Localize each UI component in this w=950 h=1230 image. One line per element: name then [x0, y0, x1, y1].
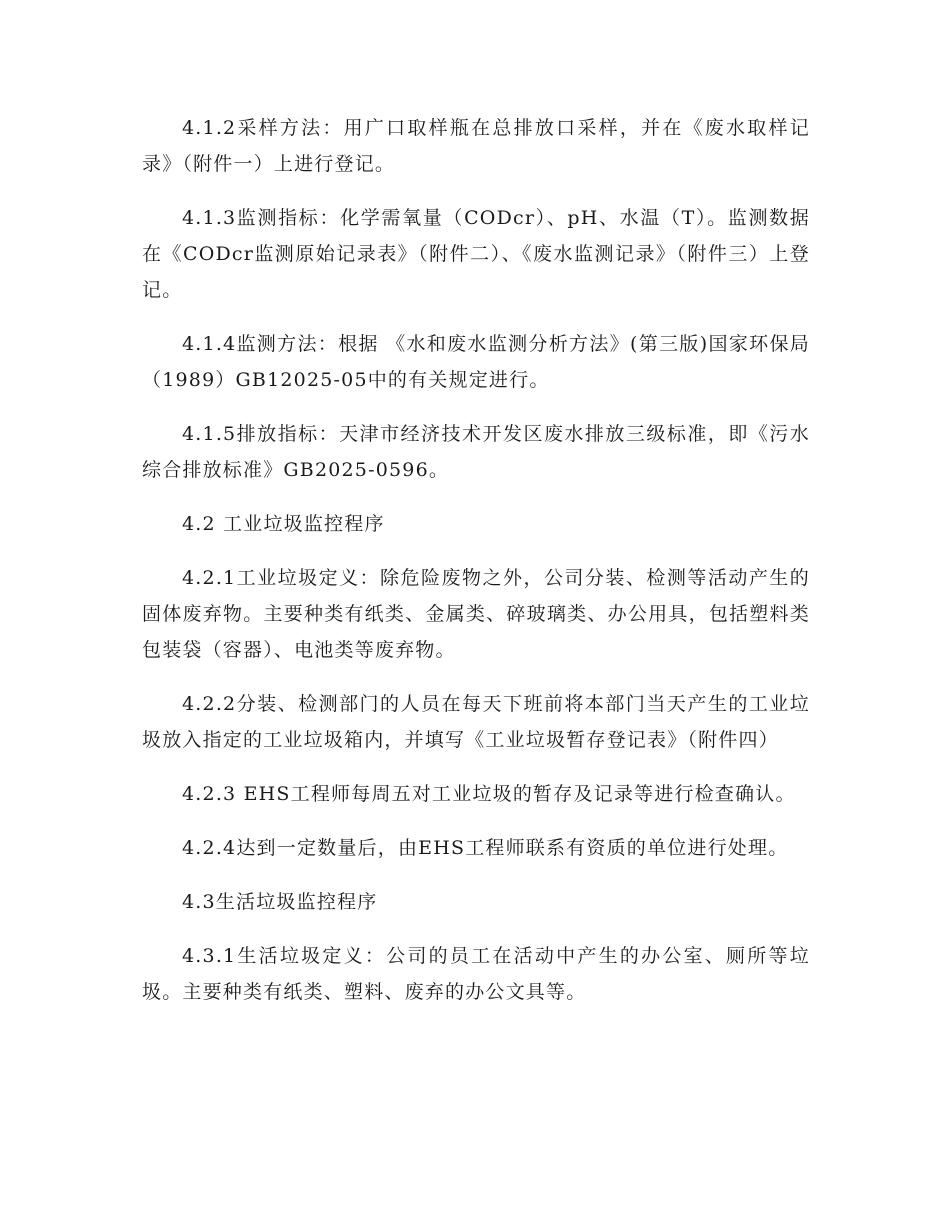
paragraph-4-2-4: 4.2.4达到一定数量后，由EHS工程师联系有资质的单位进行处理。 — [182, 837, 789, 859]
paragraph-4-3-1: 4.3.1生活垃圾定义：公司的员工在活动中产生的办公室、厕所等垃圾。主要种类有纸类、塑料、废弃的办公文具等。 — [142, 945, 810, 1003]
paragraph-4-1-4: 4.1.4监测方法：根据 《水和废水监测分析方法》(第三版)国家环保局（1989）GB12025-05中的有关规定进行。 — [142, 333, 810, 391]
section-heading-4-3: 4.3生活垃圾监控程序 — [182, 891, 378, 913]
paragraph-4-1-3: 4.1.3监测指标：化学需氧量（CODcr）、pH、水温（T）。监测数据在《CODcr监测原始记录表》（附件二）、《废水监测记录》（附件三）上登记。 — [142, 207, 810, 301]
document-body — [142, 110, 810, 1028]
paragraph-4-2-2: 4.2.2分装、检测部门的人员在每天下班前将本部门当天产生的工业垃圾放入指定的工业垃圾箱内，并填写《工业垃圾暂存登记表》（附件四） — [142, 693, 810, 751]
section-heading-4-2: 4.2 工业垃圾监控程序 — [182, 513, 385, 535]
paragraph-4-2-3: 4.2.3 EHS工程师每周五对工业垃圾的暂存及记录等进行检查确认。 — [182, 783, 796, 805]
paragraph-4-1-2: 4.1.2采样方法：用广口取样瓶在总排放口采样，并在《废水取样记录》（附件一）上进行登记。 — [142, 117, 810, 175]
paragraph-4-2-1: 4.2.1工业垃圾定义：除危险废物之外，公司分装、检测等活动产生的固体废弃物。主要种类有纸类、金属类、碎玻璃类、办公用具，包括塑料类包装袋（容器）、电池类等废弃物。 — [142, 567, 810, 661]
paragraph-4-1-5: 4.1.5排放指标：天津市经济技术开发区废水排放三级标准，即《污水综合排放标准》GB2025-0596。 — [142, 423, 810, 481]
